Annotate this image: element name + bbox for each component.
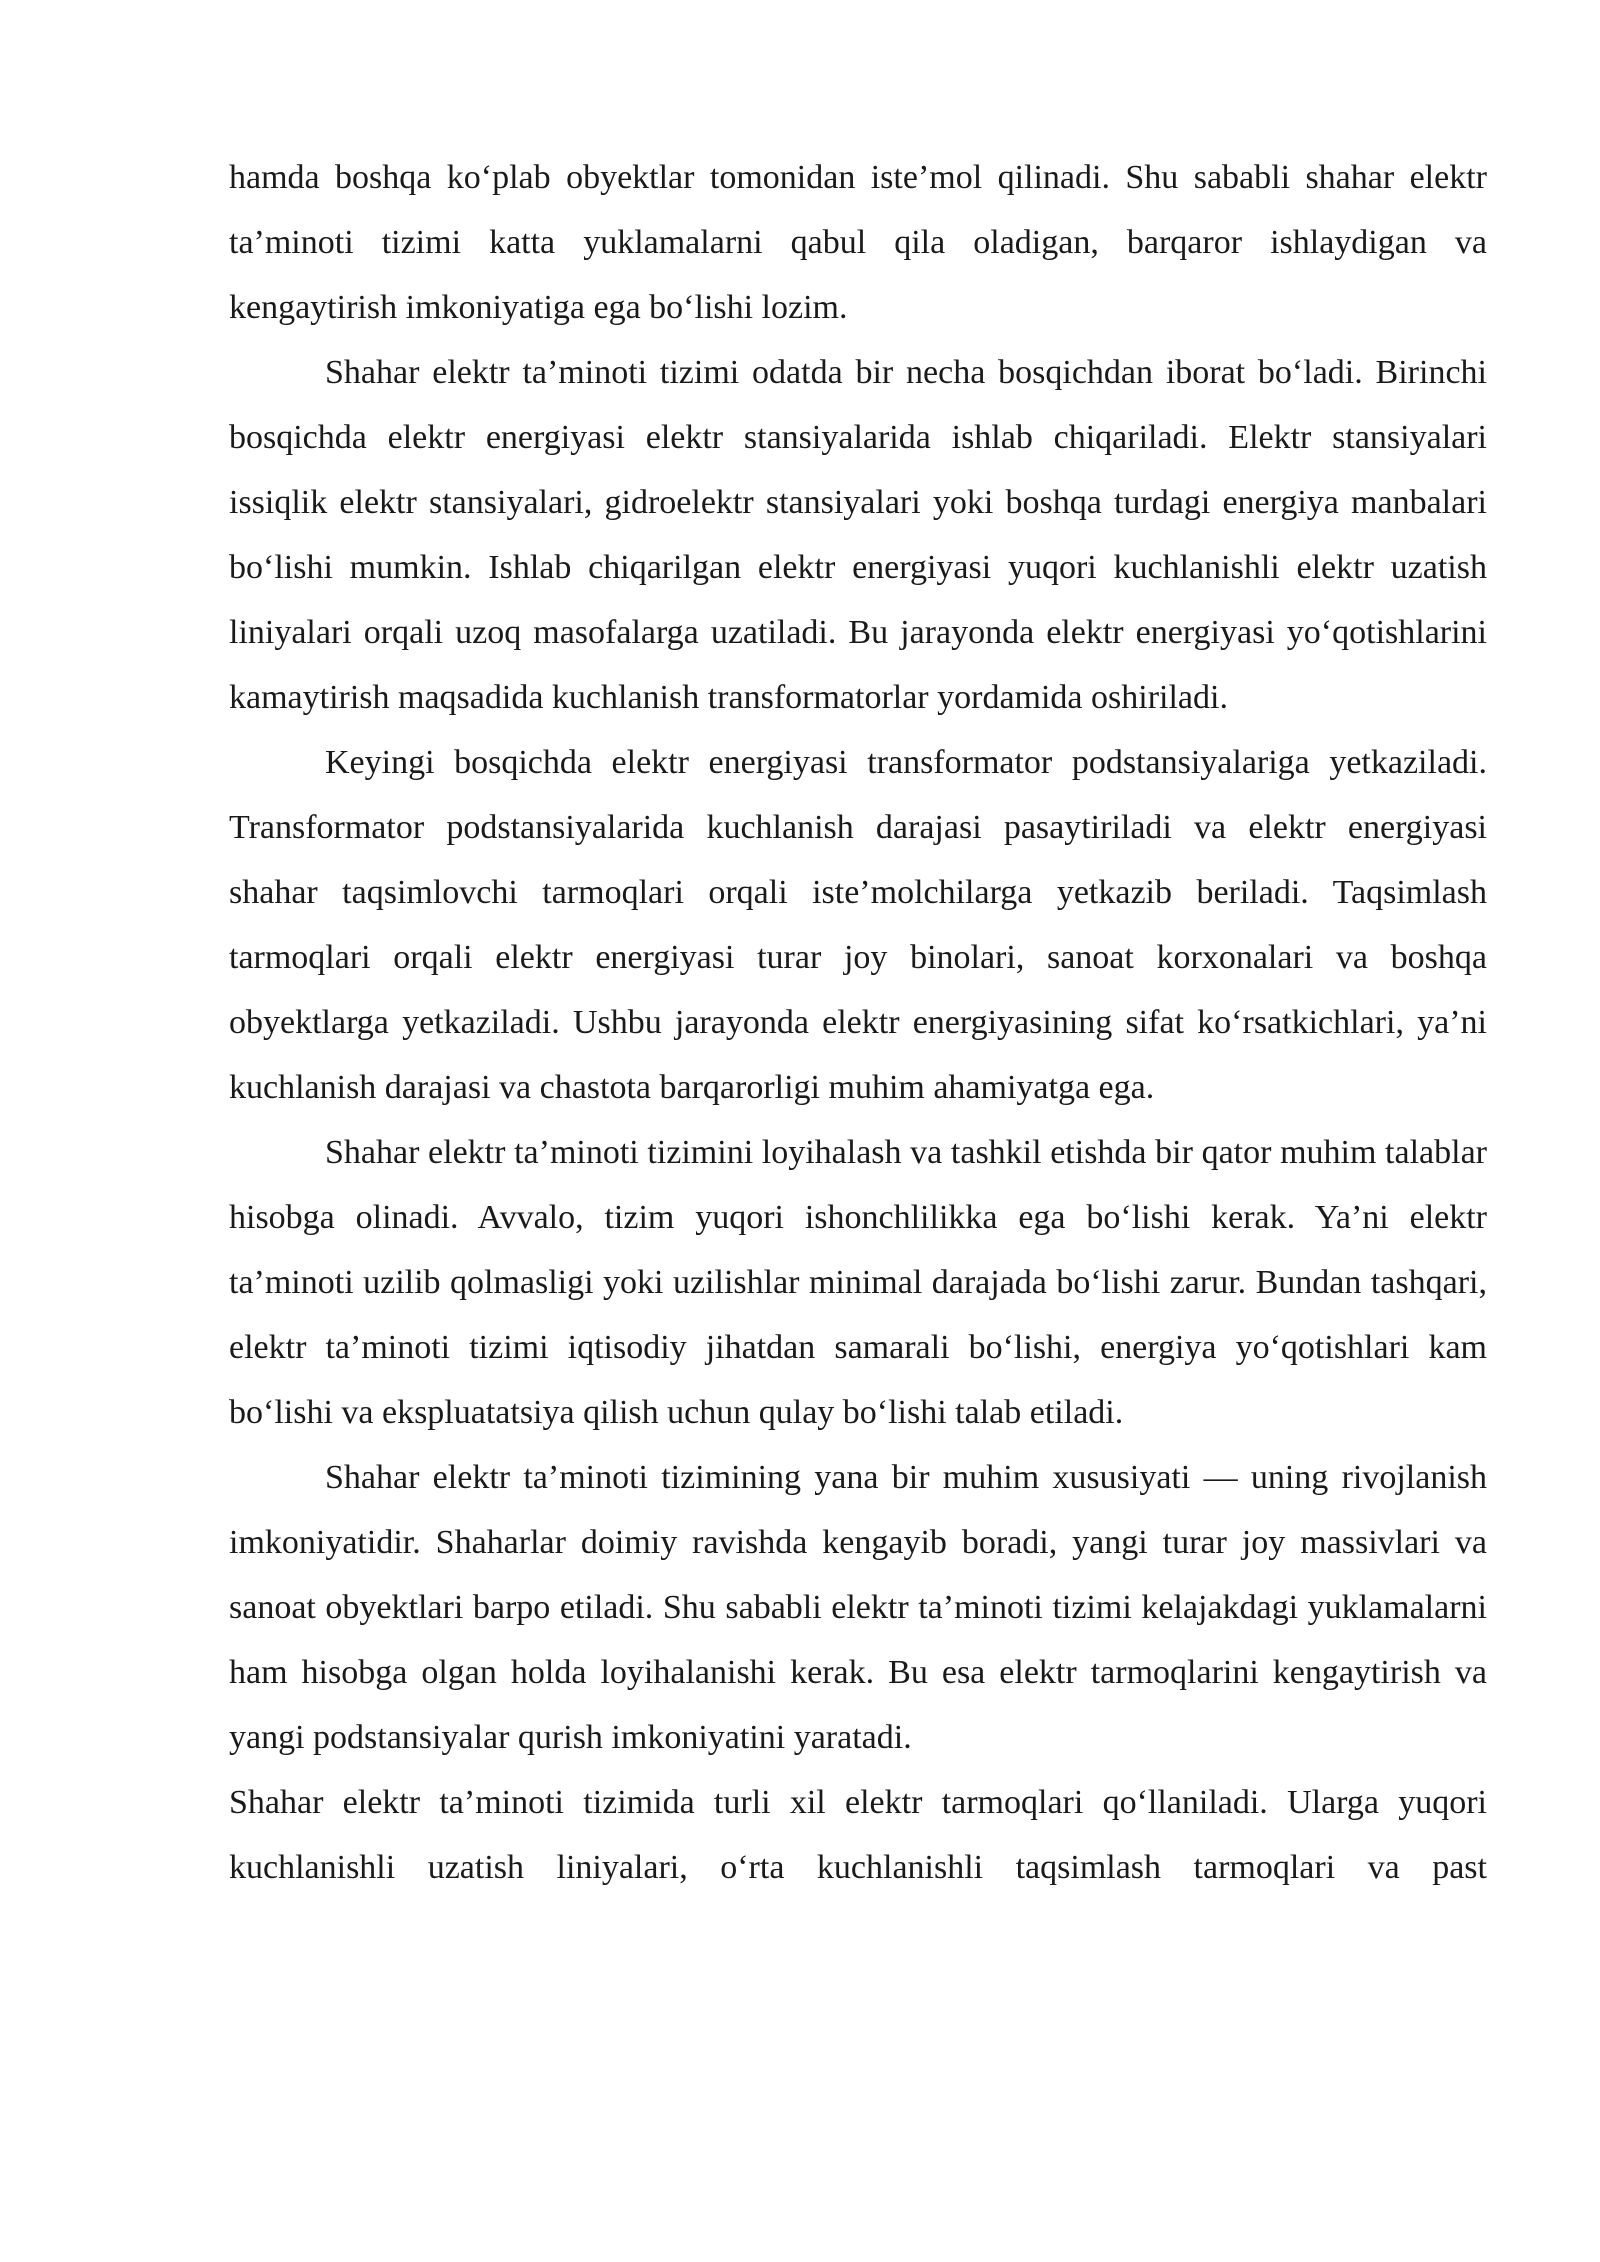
paragraph: Keyingi bosqichda elektr energiyasi transformator podstansiyalariga yetkaziladi. Transformator podstansiyalarida kuchlanish darajasi pasaytiriladi va elektr energiyasi shahar taqsimlovchi tarmoqlari orqali iste’molchilarga yetkazib beriladi. Taqsimlash tarmoqlari orqali elektr energiyasi turar joy binolari, sanoat korxonalari va boshqa obyektlarga yetkaziladi. Ushbu jarayonda elektr energiyasining sifat ko‘rsatkichlari, ya’ni kuchlanish darajasi va chastota barqarorligi muhim ahamiyatga ega. <box>229 744 1487 1106</box>
document-page <box>229 145 1487 1900</box>
paragraph: Shahar elektr ta’minoti tizimi odatda bir necha bosqichdan iborat bo‘ladi. Birinchi bosqichda elektr energiyasi elektr stansiyalarida ishlab chiqariladi. Elektr stansiyalari issiqlik elektr stansiyalari, gidroelektr stansiyalari yoki boshqa turdagi energiya manbalari bo‘lishi mumkin. Ishlab chiqarilgan elektr energiyasi yuqori kuchlanishli elektr uzatish liniyalari orqali uzoq masofalarga uzatiladi. Bu jarayonda elektr energiyasi yo‘qotishlarini kamaytirish maqsadida kuchlanish transformatorlar yordamida oshiriladi. <box>229 354 1487 716</box>
paragraph: Shahar elektr ta’minoti tizimida turli xil elektr tarmoqlari qo‘llaniladi. Ularga yuqori kuchlanishli uzatish liniyalari, o‘rta kuchlanishli taqsimlash tarmoqlari va past <box>229 1784 1487 1886</box>
paragraph: Shahar elektr ta’minoti tizimining yana bir muhim xususiyati — uning rivojlanish imkoniyatidir. Shaharlar doimiy ravishda kengayib boradi, yangi turar joy massivlari va sanoat obyektlari barpo etiladi. Shu sababli elektr ta’minoti tizimi kelajakdagi yuklamalarni ham hisobga olgan holda loyihalanishi kerak. Bu esa elektr tarmoqlarini kengaytirish va yangi podstansiyalar qurish imkoniyatini yaratadi. <box>229 1459 1487 1756</box>
paragraph: Shahar elektr ta’minoti tizimini loyihalash va tashkil etishda bir qator muhim talablar hisobga olinadi. Avvalo, tizim yuqori ishonchlilikka ega bo‘lishi kerak. Ya’ni elektr ta’minoti uzilib qolmasligi yoki uzilishlar minimal darajada bo‘lishi zarur. Bundan tashqari, elektr ta’minoti tizimi iqtisodiy jihatdan samarali bo‘lishi, energiya yo‘qotishlari kam bo‘lishi va ekspluatatsiya qilish uchun qulay bo‘lishi talab etiladi. <box>229 1134 1487 1431</box>
paragraph: hamda boshqa ko‘plab obyektlar tomonidan iste’mol qilinadi. Shu sababli shahar elektr ta’minoti tizimi katta yuklamalarni qabul qila oladigan, barqaror ishlaydigan va kengaytirish imkoniyatiga ega bo‘lishi lozim. <box>229 159 1487 326</box>
